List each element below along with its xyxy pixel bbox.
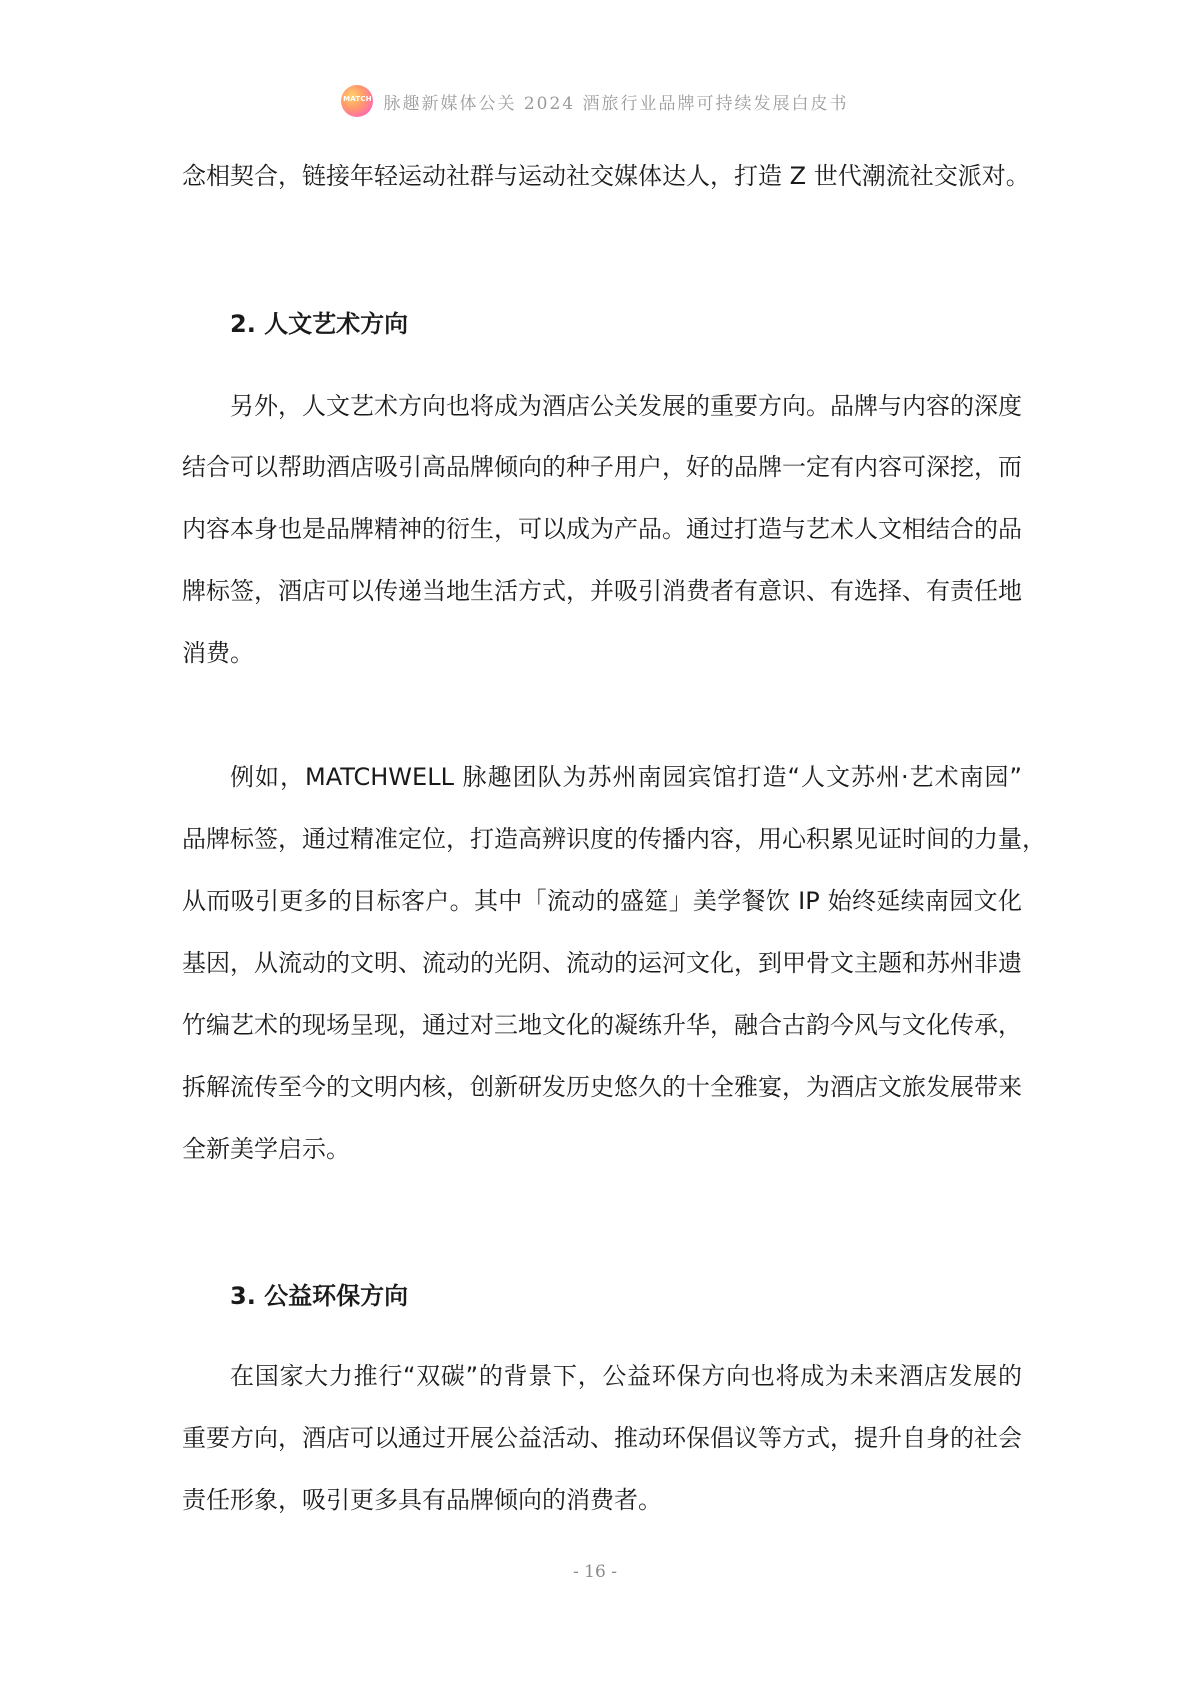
paragraph-line: 消费。 [182, 639, 254, 667]
paragraph-line: 品牌标签，通过精准定位，打造高辨识度的传播内容，用心积累见证时间的力量， [182, 825, 1046, 853]
page-number: - 16 - [573, 1562, 617, 1582]
paragraph-line: 拆解流传至今的文明内核，创新研发历史悠久的十全雅宴，为酒店文旅发展带来 [182, 1073, 1022, 1101]
paragraph-line: 基因，从流动的文明、流动的光阴、流动的运河文化，到甲骨文主题和苏州非遗 [182, 949, 1022, 977]
section-heading-2: 2. 人文艺术方向 [230, 310, 409, 338]
paragraph-line: 牌标签，酒店可以传递当地生活方式，并吸引消费者有意识、有选择、有责任地 [182, 577, 1022, 605]
matchwell-logo [341, 85, 373, 117]
paragraph-line: 重要方向，酒店可以通过开展公益活动、推动环保倡议等方式，提升自身的社会 [182, 1424, 1022, 1452]
paragraph-line: 责任形象，吸引更多具有品牌倾向的消费者。 [182, 1486, 662, 1514]
paragraph-line: 全新美学启示。 [182, 1135, 350, 1163]
paragraph-line: 内容本身也是品牌精神的衍生，可以成为产品。通过打造与艺术人文相结合的品 [182, 515, 1022, 543]
paragraph-line: 结合可以帮助酒店吸引高品牌倾向的种子用户，好的品牌一定有内容可深挖，而 [182, 453, 1022, 481]
header-title: 脉趣新媒体公关 2024 酒旅行业品牌可持续发展白皮书 [383, 93, 849, 114]
paragraph-line: 例如，MATCHWELL 脉趣团队为苏州南园宾馆打造“人文苏州·艺术南园” [230, 763, 1022, 791]
paragraph-line: 念相契合，链接年轻运动社群与运动社交媒体达人，打造 Z 世代潮流社交派对。 [182, 162, 1030, 190]
paragraph-line: 竹编艺术的现场呈现，通过对三地文化的凝练升华，融合古韵今风与文化传承， [182, 1011, 1022, 1039]
paragraph-line: 在国家大力推行“双碳”的背景下，公益环保方向也将成为未来酒店发展的 [230, 1362, 1022, 1390]
paragraph-line: 从而吸引更多的目标客户。其中「流动的盛筵」美学餐饮 IP 始终延续南园文化 [182, 887, 1022, 915]
page-header [0, 84, 1190, 118]
paragraph-line: 另外，人文艺术方向也将成为酒店公关发展的重要方向。品牌与内容的深度 [230, 392, 1022, 420]
logo-text: MATCH [343, 95, 372, 103]
section-heading-3: 3. 公益环保方向 [230, 1282, 409, 1310]
